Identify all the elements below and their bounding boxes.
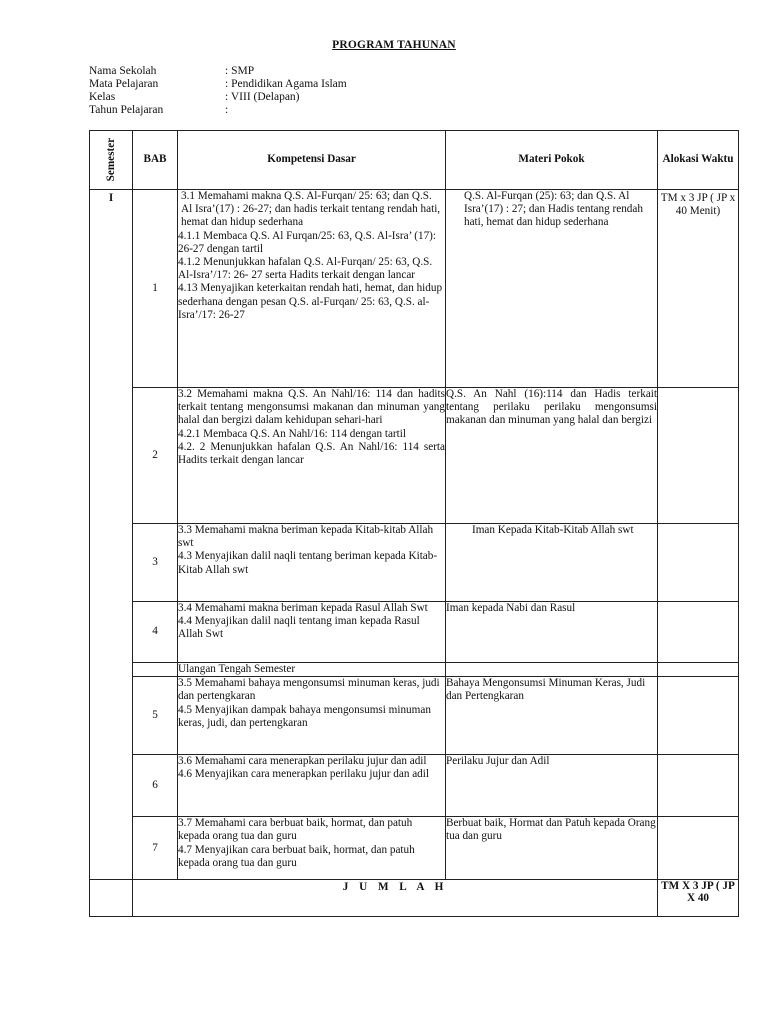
bab-cell: 3 xyxy=(133,524,178,602)
kd-item: 4.5 Menyajikan dampak bahaya mengonsumsi minuman keras, judi, dan pertengkaran xyxy=(178,703,431,729)
header-semester xyxy=(90,131,133,190)
materi-cell: Iman Kepada Kitab-Kitab Allah swt xyxy=(446,524,658,602)
school-info xyxy=(89,65,347,117)
info-row-year xyxy=(89,104,347,117)
alokasi-cell-empty xyxy=(658,817,739,880)
alokasi-cell-empty xyxy=(658,677,739,755)
materi-cell: Berbuat baik, Hormat dan Patuh kepada Orang tua dan guru xyxy=(446,817,658,880)
table-row xyxy=(90,524,739,602)
kd-item: 4.4 Menyajikan dalil naqli tentang iman kepada Rasul Allah Swt xyxy=(178,615,420,641)
kd-item: 3.6 Memahami cara menerapkan perilaku jujur dan adil xyxy=(178,755,427,768)
uts-cell: Ulangan Tengah Semester xyxy=(178,663,446,677)
table-row-uts xyxy=(90,663,739,677)
info-row-class xyxy=(89,91,347,104)
alokasi-cell-empty xyxy=(658,602,739,663)
kd-item: 4.6 Menyajikan cara menerapkan perilaku jujur dan adil xyxy=(178,768,429,781)
bab-cell: 6 xyxy=(133,755,178,817)
table-row-total xyxy=(90,880,739,917)
materi-cell-empty xyxy=(446,663,658,677)
table-row xyxy=(90,190,739,388)
kd-item: 3.2 Memahami makna Q.S. An Nahl/16: 114 dan hadits terkait tentang mengonsumsi makanan dan minuman yang halal dan bergizi dalam kehidupan sehari-hari xyxy=(178,388,445,427)
semester-cell-empty xyxy=(90,880,133,917)
kd-item: 4.2.1 Membaca Q.S. An Nahl/16: 114 dengan tartil xyxy=(178,427,406,440)
bab-cell: 5 xyxy=(133,677,178,755)
kd-cell xyxy=(178,817,446,880)
header-bab: BAB xyxy=(133,131,178,190)
info-label: Tahun Pelajaran xyxy=(89,104,164,116)
info-value: : xyxy=(225,104,229,116)
materi-cell: Q.S. Al-Furqan (25): 63; dan Q.S. Al Isra’(17) : 27; dan Hadis tentang rendah hati, hemat dan hidup sederhana xyxy=(446,190,658,388)
kd-item: 4.1.1 Membaca Q.S. Al Furqan/25: 63, Q.S. Al-Isra’ (17): 26-27 dengan tartil xyxy=(178,229,437,255)
info-value: : Pendidikan Agama Islam xyxy=(225,78,347,90)
kd-cell xyxy=(178,388,446,524)
header-materi: Materi Pokok xyxy=(446,131,658,190)
info-label: Kelas xyxy=(89,91,116,103)
table-row xyxy=(90,755,739,817)
materi-cell: Iman kepada Nabi dan Rasul xyxy=(446,602,658,663)
page-title: PROGRAM TAHUNAN xyxy=(332,39,456,51)
kd-item: 4.13 Menyajikan keterkaitan rendah hati, hemat, dan hidup sederhana dengan pesan Q.S. al-Furqan/ 25: 63, Q.S. al-Isra’/17: 26-27 xyxy=(178,282,443,321)
kd-cell xyxy=(178,524,446,602)
kd-item: 3.5 Memahami bahaya mengonsumsi minuman keras, judi dan pertengkaran xyxy=(178,677,440,703)
materi-cell: Q.S. An Nahl (16):114 dan Hadis terkait tentang perilaku perilaku mengonsumsi makanan dan minuman yang halal dan bergizi xyxy=(446,388,658,524)
program-table xyxy=(89,130,739,917)
info-label: Nama Sekolah xyxy=(89,65,157,77)
alokasi-cell-empty xyxy=(658,755,739,817)
kd-item: 4.1.2 Menunjukkan hafalan Q.S. Al-Furqan/ 25: 63, Q.S. Al-Isra’/17: 26- 27 serta Hadits terkait dengan lancar xyxy=(178,256,433,282)
info-value: : VIII (Delapan) xyxy=(225,91,300,103)
kd-item: 3.7 Memahami cara berbuat baik, hormat, dan patuh kepada orang tua dan guru xyxy=(178,817,413,843)
info-row-school xyxy=(89,65,347,78)
header-alokasi: Alokasi Waktu xyxy=(658,131,739,190)
kd-item: 3.3 Memahami makna beriman kepada Kitab-kitab Allah swt xyxy=(178,524,434,550)
kd-item: 3.1 Memahami makna Q.S. Al-Furqan/ 25: 63; dan Q.S. Al Isra’(17) : 26-27; dan hadis terkait tentang rendah hati, hemat dan hidup sederhana xyxy=(181,190,441,229)
alokasi-cell-empty xyxy=(658,524,739,602)
info-value: : SMP xyxy=(225,65,255,77)
bab-cell: 1 xyxy=(133,190,178,388)
jumlah-label: J U M L A H xyxy=(133,880,658,917)
kd-cell xyxy=(178,677,446,755)
table-row xyxy=(90,388,739,524)
kd-cell xyxy=(178,602,446,663)
kd-cell xyxy=(178,755,446,817)
kd-item: 3.4 Memahami makna beriman kepada Rasul Allah Swt xyxy=(178,602,428,614)
bab-cell: 2 xyxy=(133,388,178,524)
kd-item: 4.3 Menyajikan dalil naqli tentang beriman kepada Kitab-Kitab Allah swt xyxy=(178,550,438,576)
materi-cell: Bahaya Mengonsumsi Minuman Keras, Judi dan Pertengkaran xyxy=(446,677,658,755)
bab-cell: 7 xyxy=(133,817,178,880)
table-header-row xyxy=(90,131,739,190)
table-row xyxy=(90,602,739,663)
total-alokasi: TM X 3 JP ( JP X 40 xyxy=(658,880,739,917)
kd-item: 4.2. 2 Menunjukkan hafalan Q.S. An Nahl/16: 114 serta Hadits terkait dengan lancar xyxy=(178,440,445,467)
alokasi-cell-empty xyxy=(658,388,739,524)
header-semester-label: Semester xyxy=(105,138,118,182)
materi-cell: Perilaku Jujur dan Adil xyxy=(446,755,658,817)
bab-cell: 4 xyxy=(133,602,178,663)
kd-cell xyxy=(178,190,446,388)
info-label: Mata Pelajaran xyxy=(89,78,159,90)
table-row xyxy=(90,677,739,755)
alokasi-cell-empty xyxy=(658,663,739,677)
semester-cell: I xyxy=(90,190,133,880)
alokasi-cell: TM x 3 JP ( JP x 40 Menit) xyxy=(658,190,739,388)
bab-cell-empty xyxy=(133,663,178,677)
header-kd: Kompetensi Dasar xyxy=(178,131,446,190)
info-row-subject xyxy=(89,78,347,91)
kd-item: 4.7 Menyajikan cara berbuat baik, hormat, dan patuh kepada orang tua dan guru xyxy=(178,843,415,869)
table-row xyxy=(90,817,739,880)
